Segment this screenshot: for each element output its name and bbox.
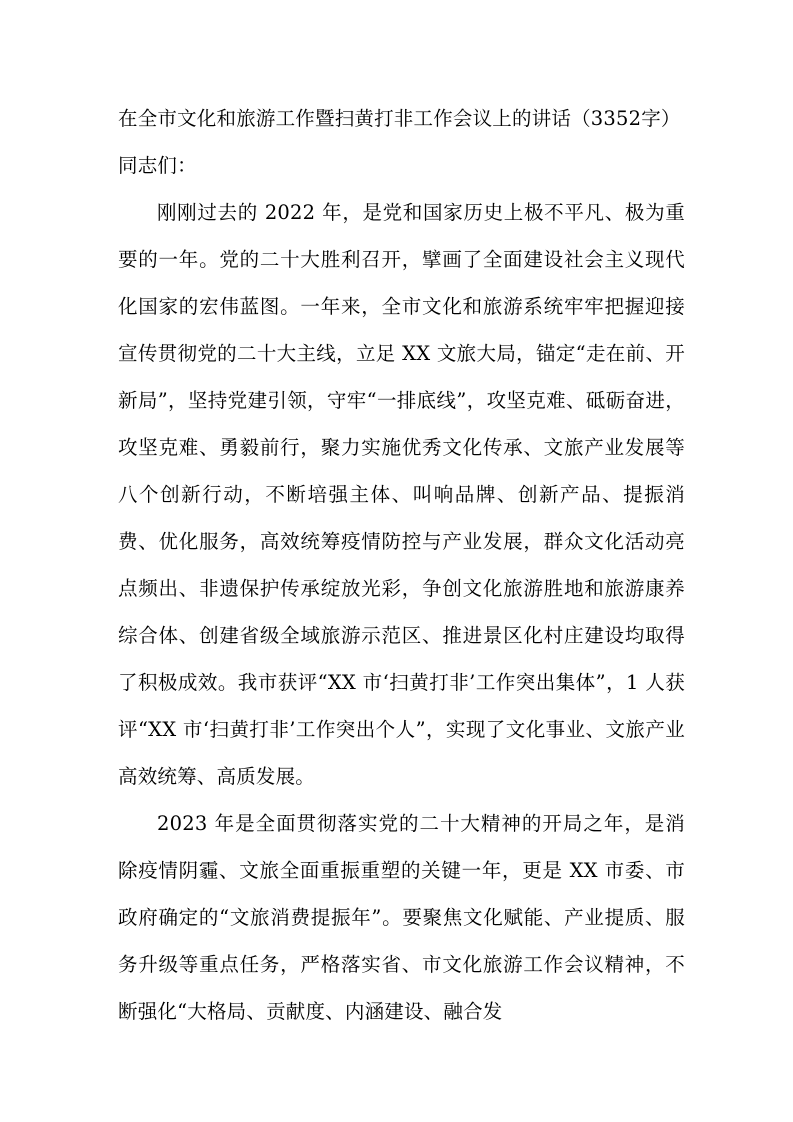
document-body — [118, 95, 685, 1035]
document-title: 在全市文化和旅游工作暨扫黄打非工作会议上的讲话（3352字） — [118, 107, 681, 130]
paragraph-2: 2023 年是全面贯彻落实党的二十大精神的开局之年，是消除疫情阴霾、文旅全面重振重塑的关键一年，更是 XX 市委、市政府确定的“文旅消费提振年”。要聚焦文化赋能、产业提质、服务升级等重点任务，严格落实省、市文化旅游工作会议精神，不断强化“大格局、贡献度、内涵建设、融合发 — [118, 812, 685, 1023]
paragraph-1: 刚刚过去的 2022 年，是党和国家历史上极不平凡、极为重要的一年。党的二十大胜利召开，擘画了全面建设社会主义现代化国家的宏伟蓝图。一年来，全市文化和旅游系统牢牢把握迎接宣传贯彻党的二十大主线，立足 XX 文旅大局，锚定“走在前、开新局”，坚持党建引领，守牢“一排底线”，攻坚克难、砥砺奋进，攻坚克难、勇毅前行，聚力实施优秀文化传承、文旅产业发展等八个创新行动，不断培强主体、叫响品牌、创新产品、提振消费、优化服务，高效统筹疫情防控与产业发展，群众文化活动亮点频出、非遗保护传承绽放光彩，争创文化旅游胜地和旅游康养综合体、创建省级全域旅游示范区、推进景区化村庄建设均取得了积极成效。我市获评“XX 市‘扫黄打非’工作突出集体”，1 人获评“XX 市‘扫黄打非’工作突出个人”，实现了文化事业、文旅产业高效统筹、高质发展。 — [118, 201, 685, 788]
salutation: 同志们： — [118, 154, 197, 177]
